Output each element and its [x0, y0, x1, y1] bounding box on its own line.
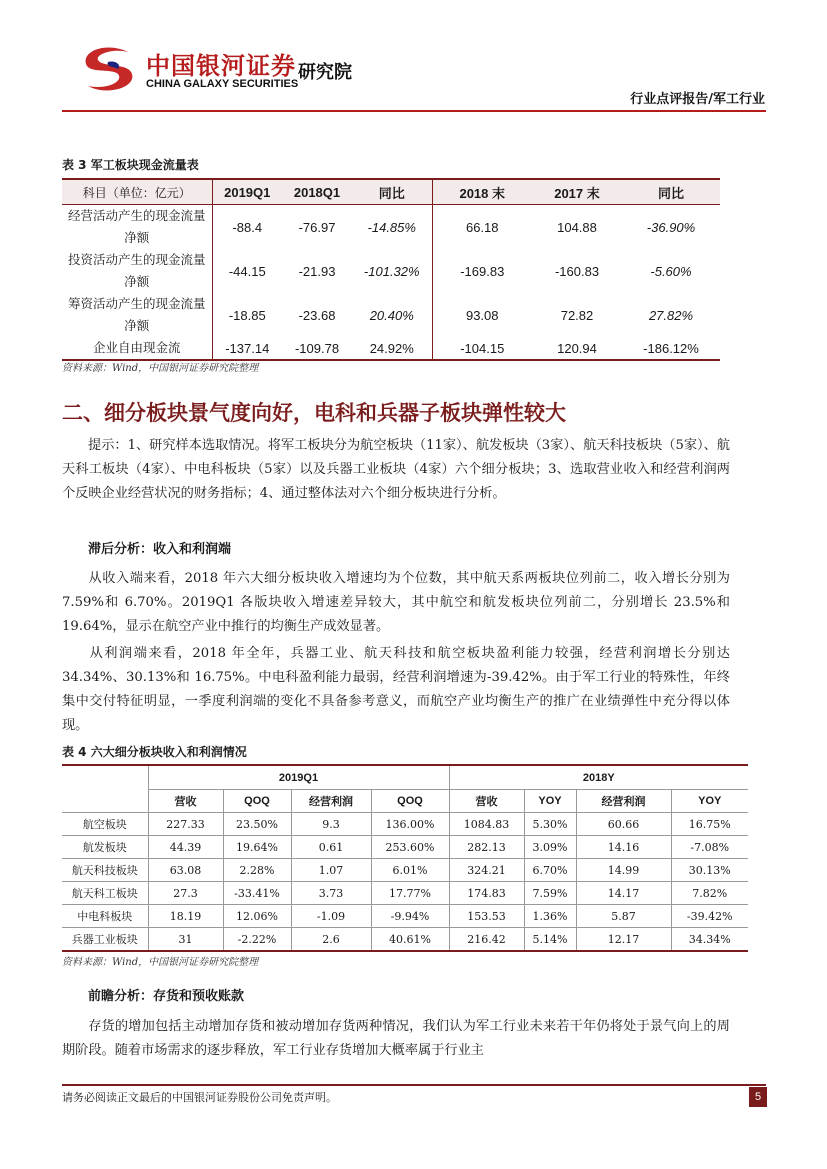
subheading-lagging: 滞后分析：收入和利润端	[88, 542, 232, 557]
table-cell: 34.34%	[671, 928, 748, 952]
row-label: 兵器工业板块	[62, 928, 148, 952]
table-cell: -36.90%	[646, 219, 696, 235]
table-cell: 5.14%	[524, 928, 576, 952]
table-cell: 16.75%	[671, 813, 748, 836]
column-header: 营收	[449, 790, 524, 813]
row-label: 筹资活动产生的现金流量净额	[62, 293, 212, 337]
institute-name: 研究院	[298, 62, 352, 83]
table-cell: -76.97	[298, 219, 336, 235]
table-cell: 27.3	[148, 882, 223, 905]
table-row	[62, 813, 748, 836]
table4-source: 资料来源：Wind，中国银河证券研究院整理	[62, 957, 259, 968]
table-cell: 5.87	[576, 905, 671, 928]
table-cell: -1.09	[291, 905, 371, 928]
table-cell: 18.19	[148, 905, 223, 928]
column-header: 2018Q1	[282, 179, 352, 205]
blank-cell	[62, 765, 148, 813]
row-label: 航天科工板块	[62, 882, 148, 905]
report-type: 行业点评报告/军工行业	[630, 92, 765, 107]
table-cell: 1.36%	[524, 905, 576, 928]
group-header-row	[62, 765, 748, 790]
table-cell: -23.68	[298, 307, 336, 323]
row-label: 航发板块	[62, 836, 148, 859]
table-cell: -109.78	[282, 337, 352, 360]
table-cell: 6.01%	[371, 859, 449, 882]
column-header: 经营利润	[291, 790, 371, 813]
table-cell: 153.53	[449, 905, 524, 928]
table-cell: 27.82%	[648, 307, 694, 323]
table-cell: 31	[148, 928, 223, 952]
table-cell: -44.15	[228, 263, 266, 279]
table-header-row	[62, 790, 748, 813]
table-row	[62, 293, 720, 337]
intro-paragraph: 提示：1、研究样本选取情况。将军工板块分为航空板块（11家）、航发板块（3家）、航天科技板块（5家）、航天科工板块（4家）、中电科板块（5家）以及兵器工业板块（4家）六个细分板块；3、选取营业收入和经营利润两个反映企业经营状况的财务指标；4、通过整体法对六个细分板块进行分析。	[62, 438, 730, 501]
column-header: YOY	[671, 790, 748, 813]
header-divider	[62, 110, 766, 112]
table-cell: 2.6	[291, 928, 371, 952]
table-cell: 1.07	[291, 859, 371, 882]
section-title: 二、细分板块景气度向好，电科和兵器子板块弹性较大	[62, 400, 566, 425]
table-cell: -160.83	[554, 263, 600, 279]
column-header: QOQ	[371, 790, 449, 813]
table-cell: 6.70%	[524, 859, 576, 882]
brand-name-cn: 中国银河证券	[146, 52, 296, 80]
brand-name-en: CHINA GALAXY SECURITIES	[146, 78, 299, 90]
footer-divider	[62, 1084, 766, 1086]
subheading-forward: 前瞻分析：存货和预收账款	[88, 989, 245, 1004]
table-cell: -101.32%	[352, 249, 432, 293]
table-row	[62, 928, 748, 952]
table-cell: 17.77%	[371, 882, 449, 905]
table-cell: 324.21	[449, 859, 524, 882]
table-cell: -2.22%	[223, 928, 291, 952]
table-cell: 7.82%	[671, 882, 748, 905]
table-cell: 63.08	[148, 859, 223, 882]
table-row	[62, 249, 720, 293]
table-cell: 19.64%	[223, 836, 291, 859]
table-cell: 5.30%	[524, 813, 576, 836]
table-cell: -88.4	[232, 219, 263, 235]
cashflow-table	[62, 178, 720, 361]
table-cell: 1084.83	[449, 813, 524, 836]
inventory-paragraph: 存货的增加包括主动增加存货和被动增加存货两种情况，我们认为军工行业未来若干年仍将处于景气向上的周期阶段。随着市场需求的逐步释放，军工行业存货增加大概率属于行业主	[62, 1019, 730, 1058]
table-row	[62, 205, 720, 250]
table-row	[62, 859, 748, 882]
table-cell: 3.09%	[524, 836, 576, 859]
table-cell: -104.15	[432, 337, 532, 360]
table-cell: 40.61%	[371, 928, 449, 952]
column-header: 2019Q1	[212, 179, 282, 205]
group-header: 2019Q1	[148, 765, 449, 790]
table-cell: 12.06%	[223, 905, 291, 928]
table-cell: -9.94%	[371, 905, 449, 928]
column-header: 2018 末	[432, 179, 532, 205]
table-cell: -39.42%	[671, 905, 748, 928]
table-cell: 9.3	[291, 813, 371, 836]
table-row	[62, 836, 748, 859]
row-label: 中电科板块	[62, 905, 148, 928]
table-cell: 282.13	[449, 836, 524, 859]
table-cell: -14.85%	[352, 205, 432, 250]
column-header: YOY	[524, 790, 576, 813]
table-cell: 60.66	[576, 813, 671, 836]
table-row	[62, 337, 720, 360]
table-cell: 20.40%	[352, 293, 432, 337]
table-cell: 227.33	[148, 813, 223, 836]
table4-caption: 表 4 六大细分板块收入和利润情况	[62, 745, 247, 759]
table-cell: 23.50%	[223, 813, 291, 836]
table-cell: 2.28%	[223, 859, 291, 882]
profit-paragraph: 从利润端来看，2018 年全年，兵器工业、航天科技和航空板块盈利能力较强，经营利润增长分别达 34.34%、30.13%和 16.75%。中电科盈利能力最弱，经营利润增速为-39.42%。由于军工行业的特殊性，年终集中交付特征明显，一季度利润端的变化不具备参考意义，而航空产业均衡生产的推广在业绩弹性中充分得以体现。	[62, 646, 730, 733]
group-header: 2018Y	[449, 765, 748, 790]
table-cell: 72.82	[560, 307, 594, 323]
table-cell: -186.12%	[622, 337, 720, 360]
table-cell: 174.83	[449, 882, 524, 905]
table-cell: -33.41%	[223, 882, 291, 905]
page-number: 5	[749, 1087, 767, 1107]
table-cell: 120.94	[532, 337, 622, 360]
disclaimer: 请务必阅读正文最后的中国银河证券股份公司免责声明。	[62, 1091, 337, 1104]
table-cell: 12.17	[576, 928, 671, 952]
table-cell: 14.16	[576, 836, 671, 859]
table3-caption: 表 3 军工板块现金流量表	[62, 158, 199, 172]
row-label: 企业自由现金流	[62, 337, 212, 360]
table-cell: 253.60%	[371, 836, 449, 859]
table-cell: -18.85	[228, 307, 266, 323]
table-cell: 93.08	[465, 307, 499, 323]
table-cell: 44.39	[148, 836, 223, 859]
table-cell: 7.59%	[524, 882, 576, 905]
column-header: 科目（单位：亿元）	[62, 179, 212, 205]
table-cell: -137.14	[212, 337, 282, 360]
column-header: 同比	[352, 179, 432, 205]
table-cell: 3.73	[291, 882, 371, 905]
galaxy-s-logo-icon	[78, 44, 138, 94]
table-cell: -5.60%	[650, 263, 692, 279]
table-cell: 14.17	[576, 882, 671, 905]
table-row	[62, 905, 748, 928]
table-cell: 24.92%	[352, 337, 432, 360]
column-header: 2017 末	[532, 179, 622, 205]
table-cell: -7.08%	[671, 836, 748, 859]
table-cell: 0.61	[291, 836, 371, 859]
table3-source: 资料来源：Wind，中国银河证券研究院整理	[62, 363, 259, 374]
row-label: 航空板块	[62, 813, 148, 836]
table-cell: 216.42	[449, 928, 524, 952]
column-header: 营收	[148, 790, 223, 813]
table-row	[62, 882, 748, 905]
table-cell: 136.00%	[371, 813, 449, 836]
column-header: 同比	[622, 179, 720, 205]
row-label: 航天科技板块	[62, 859, 148, 882]
column-header: QOQ	[223, 790, 291, 813]
table-cell: 30.13%	[671, 859, 748, 882]
revenue-paragraph: 从收入端来看，2018 年六大细分板块收入增速均为个位数，其中航天系两板块位列前二，收入增长分别为 7.59%和 6.70%。2019Q1 各版块收入增速差异较大，其中航空和航发板块位列前二，分别增长 23.5%和 19.64%，显示在航空产业中推行的均衡生产成效显著。	[62, 571, 730, 634]
table-header-row	[62, 179, 720, 205]
column-header: 经营利润	[576, 790, 671, 813]
row-label: 经营活动产生的现金流量净额	[62, 205, 212, 250]
row-label: 投资活动产生的现金流量净额	[62, 249, 212, 293]
table-cell: -169.83	[460, 263, 505, 279]
segment-table	[62, 764, 748, 952]
table-cell: 66.18	[465, 219, 499, 235]
table-cell: -21.93	[298, 263, 336, 279]
table-cell: 104.88	[557, 219, 597, 235]
table-cell: 14.99	[576, 859, 671, 882]
